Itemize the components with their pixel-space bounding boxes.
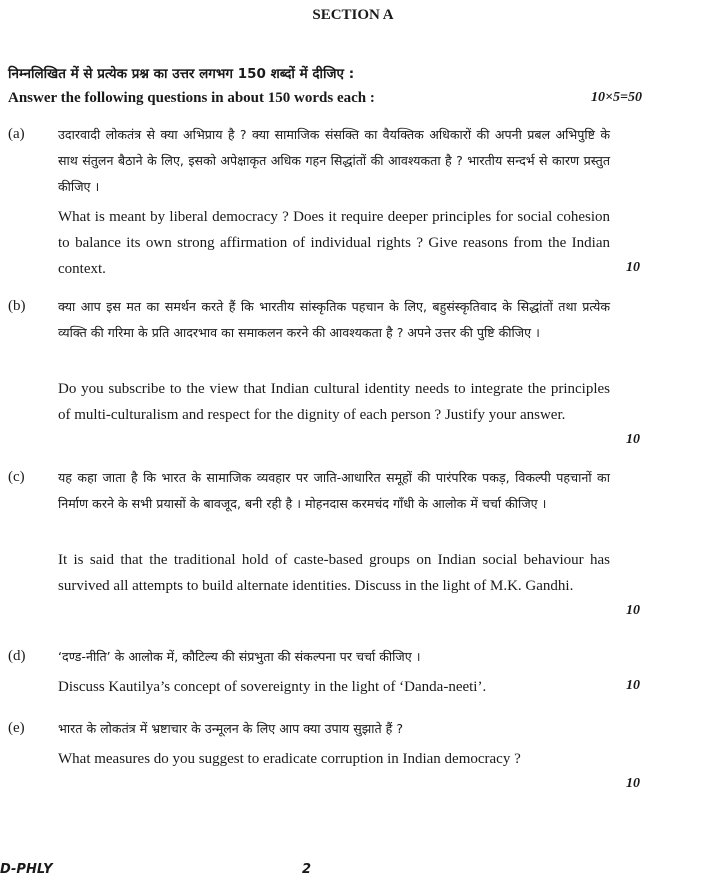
instruction-english: Answer the following questions in about 150 words each : [8, 90, 375, 106]
question-label: (b) [8, 298, 26, 314]
question-marks: 10 [626, 776, 640, 791]
question-text-english: It is said that the traditional hold of caste-based groups on Indian social behaviour has survived all attempts to build alternate identities. Discuss in the light of M.K. Gandhi. [58, 552, 610, 594]
question-marks: 10 [626, 678, 640, 693]
question-text-english: Do you subscribe to the view that Indian cultural identity needs to integrate the principles of multi-culturalism and respect for the dignity of each person ? Justify your answer. [58, 381, 610, 423]
question-text-hindi: भारत के लोकतंत्र में भ्रष्टाचार के उन्मूलन के लिए आप क्या उपाय सुझाते हैं ? [58, 721, 404, 736]
question-text-english: What measures do you suggest to eradicate corruption in Indian democracy ? [58, 751, 521, 767]
question-text-english: What is meant by liberal democracy ? Does it require deeper principles for social cohesion to balance its own strong affirmation of individual rights ? Give reasons from the Indian context. [58, 209, 610, 277]
question-label: (c) [8, 469, 25, 485]
total-marks: 10×5=50 [591, 90, 642, 105]
question-marks: 10 [626, 260, 640, 275]
page-number: 2 [302, 862, 312, 877]
question-text-hindi: क्या आप इस मत का समर्थन करते हैं कि भारतीय सांस्कृतिक पहचान के लिए, बहुसंस्कृतिवाद के सिद्धांतों तथा प्रत्येक व्यक्ति की गरिमा के प्रति आदरभाव का समाकलन करने की आवश्यकता है ? अपने उत्तर की पुष्टि कीजिए । [58, 299, 610, 340]
question-label: (d) [8, 648, 26, 664]
question-text-hindi: यह कहा जाता है कि भारत के सामाजिक व्यवहार पर जाति-आधारित समूहों की पारंपरिक पकड़, विकल्पी पहचानों का निर्माण करने के सभी प्रयासों के बावजूद, बनी रही है । मोहनदास करमचंद गाँधी के आलोक में चर्चा कीजिए । [58, 470, 610, 511]
question-label: (a) [8, 126, 25, 142]
question-text-english: Discuss Kautilya’s concept of sovereignty in the light of ‘Danda-neeti’. [58, 679, 487, 695]
question-text-hindi: ‘दण्ड-नीति’ के आलोक में, कौटिल्य की संप्रभुता की संकल्पना पर चर्चा कीजिए । [58, 649, 421, 664]
instruction-hindi: निम्नलिखित में से प्रत्येक प्रश्न का उत्तर लगभग 150 शब्दों में दीजिए : [8, 66, 355, 82]
section-title: SECTION A [312, 7, 394, 23]
question-marks: 10 [626, 603, 640, 618]
question-text-hindi: उदारवादी लोकतंत्र से क्या अभिप्राय है ? क्या सामाजिक संसक्ति का वैयक्तिक अधिकारों की अपनी प्रबल अभिपुष्टि के साथ संतुलन बैठाने के लिए, इसको अपेक्षाकृत अधिक गहन सिद्धांतों की आवश्यकता है ? भारतीय सन्दर्भ से कारण प्रस्तुत कीजिए । [58, 127, 610, 194]
paper-code: D-PHLY [0, 862, 53, 877]
question-marks: 10 [626, 432, 640, 447]
question-label: (e) [8, 720, 25, 736]
